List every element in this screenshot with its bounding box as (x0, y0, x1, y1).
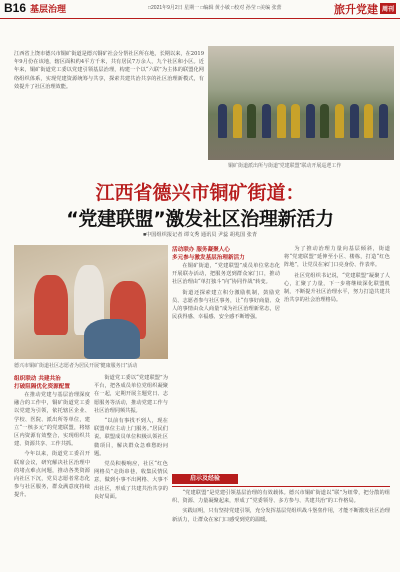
page-number: B16 (4, 1, 27, 15)
article-column-3 (172, 245, 280, 470)
column-3-paragraph: 在铜矿街道，“党建联盟”成员单位常态化开展联办活动，把服务送到群众家门口，推动社区治理由“单打独斗”向“协同作战”转变。 (172, 263, 280, 286)
column-3-paragraph: 街道还探索建立积分激励机制，鼓励党员、志愿者参与社区事务，让“有事好商量、众人的事情由众人商量”成为社区治理新常态，居民获得感、幸福感、安全感不断增强。 (172, 289, 280, 321)
column-2-paragraph: “以前有事找不到人，现在联盟单位主动上门服务。”居民们说。联盟成员单位积极认领社区微项目，解决群众急难愁盼问题。 (94, 418, 168, 457)
sidebar-box (172, 486, 390, 567)
photo-patrol-figures (218, 104, 388, 144)
intro-paragraph: 江西省上饶市德兴市铜矿街道是德兴铜矿社会分帮社区所在地，长期以来，在2019年9月份在该地，辖区面积约4平方千米，共有居民7万余人，九个社区和小区。近年来，铜矿街道党工委以党建引领基层治理，构建一个以“六联”为主体的联盟化网络组织体系，实现党建资源统筹与共享，探索共建共治共享的社区治理新模式，有效提升了社区治理效能。 (14, 51, 204, 90)
column-1-heading: 组织联动 共建共治 打破阻隔优化资源配置 (14, 376, 70, 390)
byline: ■中国组织报记者 谭文秀 通讯员 尹蕊 胡兆国 张青 (142, 232, 258, 238)
photo-patrol-caption: 铜矿街道派出所与街道“党建联盟”联动开展巡逻工作 (228, 163, 342, 169)
section-name: 基层治理 (30, 4, 67, 14)
column-2-paragraph: 党员积极响应，社区“红色网格员”走街串巷，收集民情民意，做到小事不出网格、大事不出社区，形成了共建共治共享的良好局面。 (94, 461, 168, 500)
page-header (0, 0, 400, 19)
column-3-heading: 活动联办 服务凝聚人心 多元参与激发基层治理新活力 (172, 247, 245, 261)
column-1-paragraph: 在推动党建与基层治理深度融合的工作中，铜矿街道党工委以党建为引领，依托辖区企业、学校、医院、派出所等单位，建立“一核多元”的党建联盟，将辖区内资源有效整合，实现组织共建、资源共享、工作共抓。 (14, 392, 90, 448)
logo-tag: 周刊 (380, 3, 396, 14)
article-column-1 (14, 374, 90, 568)
headline-subtitle: “党建联盟”激发社区治理新活力 (66, 208, 334, 230)
sidebar-box-paragraph: 实践证明，只有坚持党建引领，充分发挥基层党组织战斗堡垒作用，才能不断激发社区治理新活力，让群众在家门口感受到党的温暖。 (172, 508, 390, 523)
sidebar-box-heading: 启示及经验 (172, 474, 238, 484)
column-2-paragraph: 街道党工委以“党建联盟”为平台，把各成员单位党组织凝聚在一起，定期开展主题党日、志愿服务等活动，推动党建工作与社区治理同频共振。 (94, 375, 168, 414)
date-line: □2021年9月2日 星期一 □编辑 黄小敏 □校对 孙莹 □美编 张蕾 (148, 5, 282, 11)
column-4-paragraph: 为了推动治理力量向基层倾斜，街道将“党建联盟”延伸至小区、楼栋，打造“红色阵地”，让党员在家门口亮身份、作表率。 (284, 246, 390, 269)
photo-volunteers (14, 245, 168, 359)
sidebar-box-paragraph: “党建联盟”是党建引领基层治理的有效载体。德兴市铜矿街道以“联”为纽带，把分散的组织、资源、力量凝聚起来，形成了“党委领导、多方参与、共建共治”的工作格局。 (172, 490, 390, 505)
photo-patrol (208, 46, 394, 160)
column-1-paragraph: 今年以来，街道党工委召开联席会议，研究解决社区治理中的堵点难点问题，推动各类资源向社区下沉，党员志愿者常态化参与社区服务，群众满意度持续提升。 (14, 451, 90, 499)
headline-title: 江西省德兴市铜矿街道： (95, 182, 305, 204)
newspaper-logo (334, 1, 396, 17)
article-column-4 (284, 245, 390, 470)
photo-volunteers-caption: 德兴市铜矿街道社区志愿者为居民开展“健康服务日”活动 (14, 363, 138, 369)
logo-text: 旅升党建 (333, 3, 378, 16)
article-column-2 (94, 374, 168, 568)
column-4-paragraph: 社区党组织书记说，“党建联盟”凝聚了人心，汇聚了力量，下一步将继续深化联盟机制，不断提升社区治理水平，努力打造共建共治共享的社会治理格局。 (284, 272, 390, 304)
